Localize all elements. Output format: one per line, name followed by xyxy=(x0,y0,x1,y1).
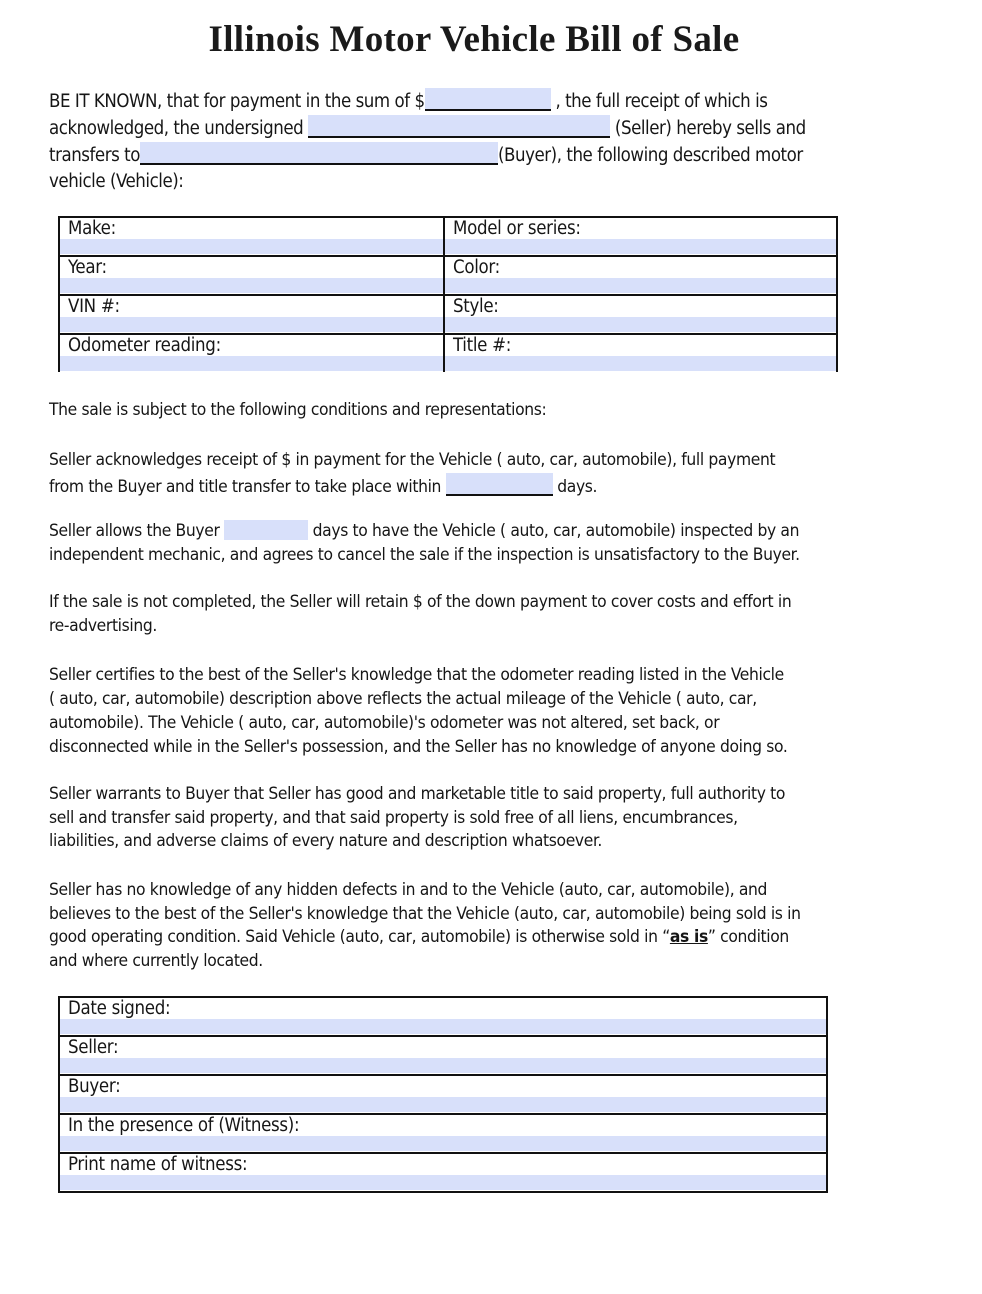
sum-field[interactable] xyxy=(425,88,551,111)
make-field[interactable] xyxy=(60,239,443,254)
witness-print-name-cell xyxy=(59,1153,827,1192)
date-signed-field[interactable] xyxy=(60,1019,826,1034)
make-cell xyxy=(59,217,444,256)
table-row xyxy=(59,256,837,295)
color-field[interactable] xyxy=(445,278,836,293)
witness-print-name-field[interactable] xyxy=(60,1175,826,1190)
title-number-field[interactable] xyxy=(445,356,836,371)
odometer-field[interactable] xyxy=(60,356,443,371)
table-row xyxy=(59,1036,827,1075)
intro-line-3: transfers to (Buyer), the following described motor xyxy=(49,142,806,169)
year-cell xyxy=(59,256,444,295)
witness-print-name-label: Print name of witness: xyxy=(68,1154,248,1175)
year-label: Year: xyxy=(68,257,107,278)
title-number-label: Title #: xyxy=(453,335,512,356)
buyer-signature-field[interactable] xyxy=(60,1097,826,1112)
table-row xyxy=(59,295,837,334)
odometer-label: Odometer reading: xyxy=(68,335,221,356)
seller-signature-label: Seller: xyxy=(68,1037,119,1058)
document-title: Illinois Motor Vehicle Bill of Sale xyxy=(208,19,740,60)
model-label: Model or series: xyxy=(453,218,581,239)
style-field[interactable] xyxy=(445,317,836,332)
as-is-emphasis: as is xyxy=(669,927,708,947)
vin-field[interactable] xyxy=(60,317,443,332)
seller-name-field[interactable] xyxy=(308,115,610,138)
signature-table xyxy=(58,996,828,1193)
buyer-signature-label: Buyer: xyxy=(68,1076,121,1097)
title-number-cell xyxy=(444,334,837,372)
style-cell xyxy=(444,295,837,334)
payment-paragraph: Seller acknowledges receipt of $ in payment for the Vehicle ( auto, car, automobile), full payment from the Buyer and title transfer to take place within days. xyxy=(49,450,776,497)
odometer-paragraph: Seller certifies to the best of the Seller's knowledge that the odometer reading listed in the Vehicle ( auto, car, automobile) description above reflects the actual mileage of the Vehicle ( auto, car, automobile). The Vehicle ( auto, car, automobile)'s odometer was not altered, set back, or disconnected while in the Seller's possession, and the Seller has no knowledge of anyone doing so. xyxy=(49,665,788,757)
inspection-paragraph: Seller allows the Buyer days to have the Vehicle ( auto, car, automobile) inspected by an independent mechanic, and agrees to cancel the sale if the inspection is unsatisfactory to the Buyer. xyxy=(49,521,800,565)
intro-line-2: acknowledged, the undersigned (Seller) hereby sells and xyxy=(49,115,806,142)
model-cell xyxy=(444,217,837,256)
table-row xyxy=(59,1114,827,1153)
intro-paragraph xyxy=(49,88,806,195)
table-row xyxy=(59,217,837,256)
intro-line-1: BE IT KNOWN, that for payment in the sum of $ , the full receipt of which is xyxy=(49,88,806,115)
vehicle-details-table xyxy=(58,216,838,372)
year-field[interactable] xyxy=(60,278,443,293)
buyer-name-field[interactable] xyxy=(140,142,498,165)
buyer-signature-cell xyxy=(59,1075,827,1114)
model-field[interactable] xyxy=(445,239,836,254)
intro-line-4: vehicle (Vehicle): xyxy=(49,171,184,192)
odometer-cell xyxy=(59,334,444,372)
color-label: Color: xyxy=(453,257,500,278)
witness-label: In the presence of (Witness): xyxy=(68,1115,300,1136)
inspection-days-field[interactable] xyxy=(224,520,308,540)
date-signed-label: Date signed: xyxy=(68,998,171,1019)
seller-signature-field[interactable] xyxy=(60,1058,826,1073)
vin-cell xyxy=(59,295,444,334)
table-row xyxy=(59,1075,827,1114)
witness-field[interactable] xyxy=(60,1136,826,1151)
witness-cell xyxy=(59,1114,827,1153)
date-signed-cell xyxy=(59,997,827,1036)
warranty-paragraph: Seller warrants to Buyer that Seller has good and marketable title to said property, full authority to sell and transfer said property, and that said property is sold free of all liens, encumbrances, liabilities, and adverse claims of every nature and description whatsoever. xyxy=(49,784,786,851)
transfer-days-field[interactable] xyxy=(446,473,553,496)
vin-label: VIN #: xyxy=(68,296,120,317)
make-label: Make: xyxy=(68,218,116,239)
color-cell xyxy=(444,256,837,295)
seller-signature-cell xyxy=(59,1036,827,1075)
table-row xyxy=(59,334,837,372)
table-row xyxy=(59,1153,827,1192)
table-row xyxy=(59,997,827,1036)
style-label: Style: xyxy=(453,296,499,317)
defects-paragraph: Seller has no knowledge of any hidden defects in and to the Vehicle (auto, car, automobile), and believes to the best of the Seller's knowledge that the Vehicle (auto, car, automobile) being sold is in good operating condition. Said Vehicle (auto, car, automobile) is otherwise sold in “as is” condition and where currently located. xyxy=(49,880,801,971)
conditions-heading: The sale is subject to the following conditions and representations: xyxy=(49,400,547,420)
not-completed-paragraph: If the sale is not completed, the Seller will retain $ of the down payment to cover costs and effort in re-advertising. xyxy=(49,592,792,636)
